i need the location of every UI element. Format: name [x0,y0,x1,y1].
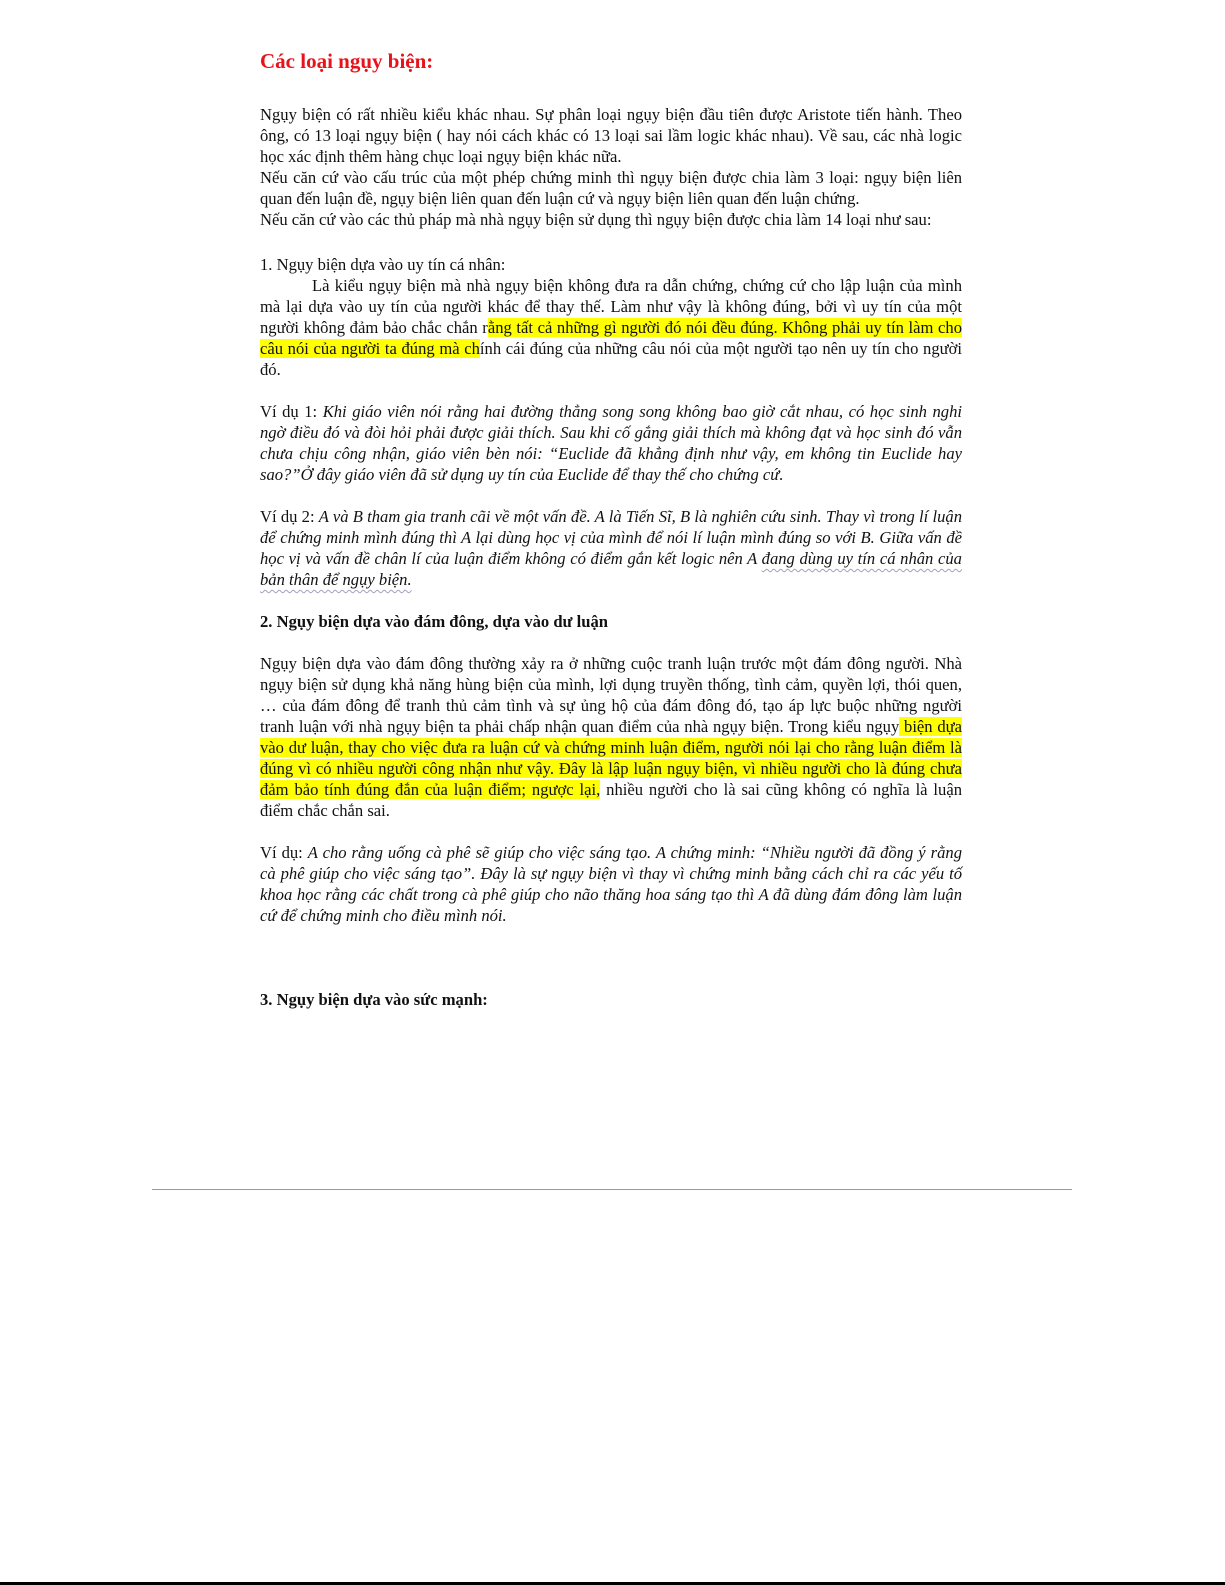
section-1-body-tail: ính cái đúng của những câu nói của một người tạo nên uy tín cho người đó. [260,339,962,379]
example-3-text: A cho rằng uống cà phê sẽ giúp cho việc sáng tạo. A chứng minh: “Nhiều người đã đồng ý rằng cà phê giúp cho việc sáng tạo”. Đây là sự ngụy biện vì thay vì chứng minh bằng cách chỉ ra các yếu tố khoa học rằng các chất trong cà phê giúp cho não thăng hoa sáng tạo thì A đã dùng đám đông làm luận cứ để chứng minh cho điều mình nói. [260,843,962,925]
intro-paragraph-2: Nếu căn cứ vào cấu trúc của một phép chứng minh thì ngụy biện được chia làm 3 loại: ngụy biện liên quan đến luận đề, ngụy biện liên quan đến luận cứ và ngụy biện liên quan đến luận chứng. [260,168,962,208]
section-2-heading: 2. Ngụy biện dựa vào đám đông, dựa vào dư luận [260,612,609,631]
section-2-body [260,653,962,821]
section-1-body [260,275,962,380]
section-2-body-text: Ngụy biện dựa vào đám đông thường xảy ra ở những cuộc tranh luận trước một đám đông người. Nhà ngụy biện sử dụng khả năng hùng biện của mình, lợi dụng truyền thống, tình cảm, quyền lợi, thói quen, … của đám đông để tranh thủ cảm tình và sự ủng hộ của đám đông đó, tạo áp lực buộc những người tranh luận với nhà ngụy biện ta phải chấp nhận quan điểm của nhà ngụy biện. Trong kiểu ngụy [260,654,962,736]
example-2-text: A và B tham gia tranh cãi về một vấn đề. A là Tiến Sĩ, B là nghiên cứu sinh. Thay vì trong lí luận để chứng minh mình đúng thì A lại dùng học vị của mình để nói lí luận mình đúng so với B. Giữa vấn đề học vị và vấn đề chân lí của luận điểm không có điểm gắn kết logic nên A [260,507,963,568]
page-divider [152,1189,1072,1190]
example-3-label: Ví dụ: [260,843,308,862]
section-1-highlight: ằng tất cả những gì người đó nói đều đúng. Không phải uy tín làm cho câu nói của người ta đúng mà ch [260,318,962,358]
intro-paragraph-1: Ngụy biện có rất nhiều kiểu khác nhau. Sự phân loại ngụy biện đầu tiên được Aristote tiến hành. Theo ông, có 13 loại ngụy biện ( hay nói cách khác có 13 loại sai lầm logic khác nhau). Về sau, các nhà logic học xác định thêm hàng chục loại ngụy biện khác nữa. [260,105,962,166]
example-2 [260,506,962,590]
page-title: Các loại ngụy biện: [260,49,434,73]
section-2-body-tail: nhiều người cho là sai cũng không có nghĩa là luận điểm chắc chắn sai. [260,780,962,820]
example-1 [260,401,962,485]
example-1-label: Ví dụ 1: [260,402,323,421]
example-3 [260,842,962,926]
example-2-label: Ví dụ 2: [260,507,319,526]
example-1-text: Khi giáo viên nói rằng hai đường thẳng song song không bao giờ cắt nhau, có học sinh nghi ngờ điều đó và đòi hỏi phải được giải thích. Sau khi cố gắng giải thích mà không đạt và học sinh đó vẫn chưa chịu công nhận, giáo viên bèn nói: “Euclide đã khẳng định như vậy, em không tin Euclide hay sao?”Ở đây giáo viên đã sử dụng uy tín của Euclide để thay thế cho chứng cứ. [260,402,962,484]
document-page [260,48,962,1010]
section-1-body-text: Là kiểu ngụy biện mà nhà ngụy biện không đưa ra dẫn chứng, chứng cứ cho lập luận của mình mà lại dựa vào uy tín của người khác để thay thế. Làm như vậy là không đúng, bởi vì uy tín của một người không đảm bảo chắc chắn r [260,276,962,337]
section-2-highlight: biện dựa vào dư luận, thay cho việc đưa ra luận cứ và chứng minh luận điểm, người nói lại cho rằng luận điểm là đúng vì có nhiều người công nhận như vậy. Đây là lập luận ngụy biện, vì nhiều người cho là đúng chưa đảm bảo tính đúng đắn của luận điểm; ngược lại, [260,717,962,799]
section-1-heading: 1. Ngụy biện dựa vào uy tín cá nhân: [260,255,506,274]
example-2-tail: đang dùng uy tín cá nhân của bản thân để ngụy biện. [260,549,962,589]
intro-paragraph-3: Nếu căn cứ vào các thủ pháp mà nhà ngụy biện sử dụng thì ngụy biện được chia làm 14 loại như sau: [260,210,932,229]
section-3-heading: 3. Ngụy biện dựa vào sức mạnh: [260,990,488,1009]
